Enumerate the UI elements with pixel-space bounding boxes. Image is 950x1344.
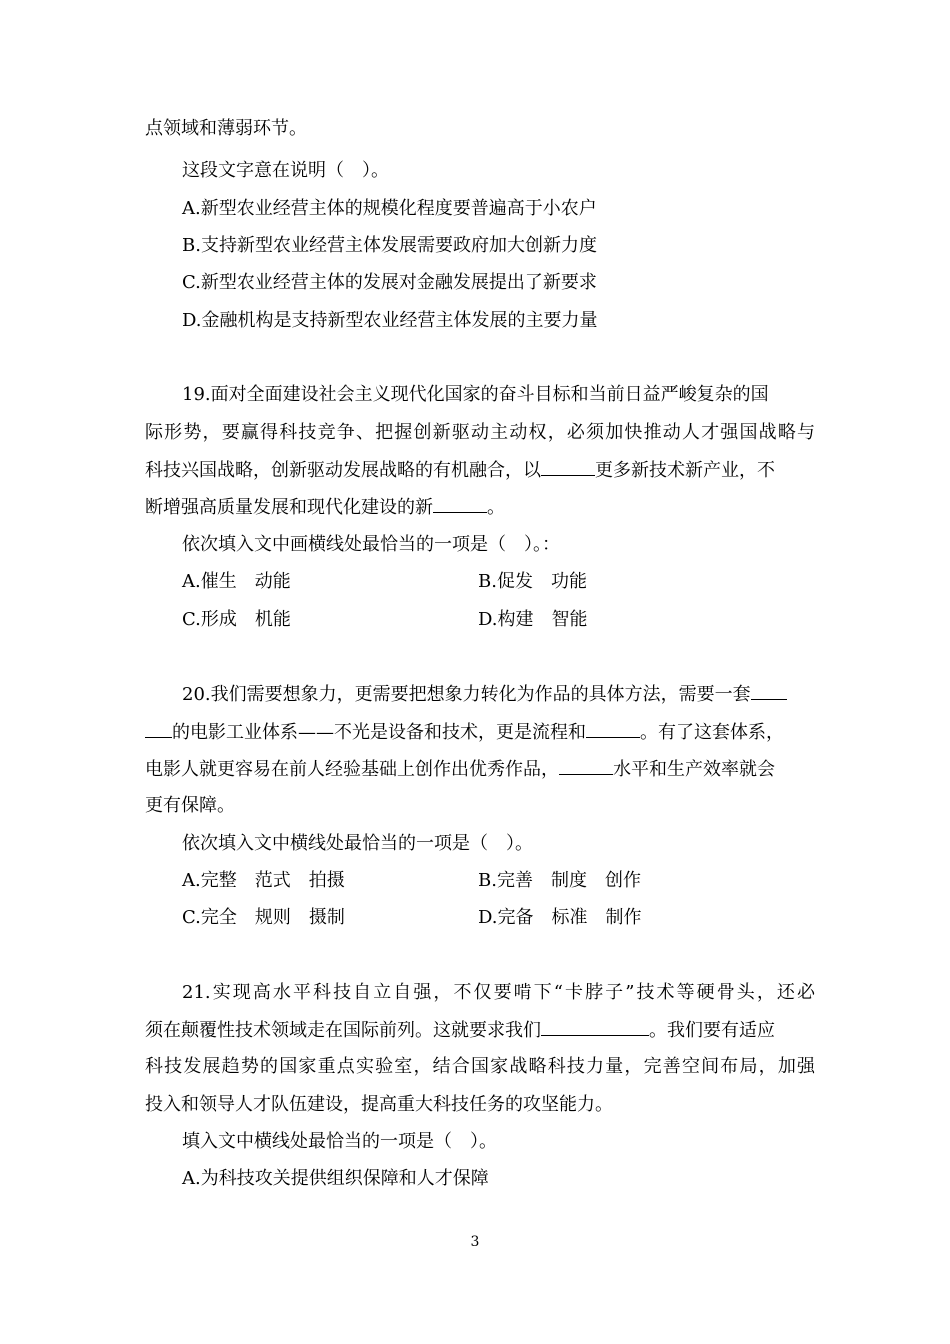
q20-option-c: C.完全 规则 摄制: [182, 907, 345, 928]
q18-option-b: B.支持新型农业经营主体发展需要政府加大创新力度: [182, 235, 597, 256]
q20-line-4: 更有保障。: [145, 795, 235, 816]
q19-line-3-start: 科技兴国战略，创新驱动发展战略的有机融合，以: [145, 460, 541, 481]
page-number: 3: [470, 1234, 480, 1250]
q19-option-b: B.促发 功能: [478, 571, 587, 592]
q21-stem: 填入文中横线处最恰当的一项是（ ）。: [182, 1131, 497, 1152]
q18-option-c: C.新型农业经营主体的发展对金融发展提出了新要求: [182, 272, 597, 293]
q19-option-c: C.形成 机能: [182, 609, 291, 630]
q19-option-a: A.催生 动能: [182, 571, 291, 592]
q19-blank-2: [433, 494, 487, 513]
q21-line-4: 投入和领导人才队伍建设，提高重大科技任务的攻坚能力。: [145, 1094, 613, 1115]
q21-line-2: [145, 1017, 815, 1043]
q20-line-1-text: 20.我们需要想象力，更需要把想象力转化为作品的具体方法，需要一套: [182, 684, 751, 705]
q20-stem: 依次填入文中横线处最恰当的一项是（ ）。: [182, 833, 533, 854]
q20-option-b: B.完善 制度 创作: [478, 870, 641, 891]
q20-blank-3: [559, 756, 613, 775]
q20-blank-2: [586, 719, 640, 738]
q21-option-a: A.为科技攻关提供组织保障和人才保障: [182, 1168, 489, 1189]
q21-line-1: 21.实现高水平科技自立自强，不仅要啃下“卡脖子”技术等硬骨头，还必: [182, 982, 815, 1003]
q21-line-2-start: 须在颠覆性技术领域走在国际前列。这就要求我们: [145, 1020, 541, 1041]
q20-blank-1a: [751, 681, 787, 700]
q18-option-d: D.金融机构是支持新型农业经营主体发展的主要力量: [182, 310, 598, 331]
q19-line-1: 19.面对全面建设社会主义现代化国家的奋斗目标和当前日益严峻复杂的国: [182, 384, 769, 405]
q20-line-1: [182, 681, 815, 707]
q20-line-3-start: 电影人就更容易在前人经验基础上创作出优秀作品，: [145, 759, 559, 780]
q18-stem: 这段文字意在说明（ ）。: [182, 160, 389, 181]
q20-line-2-start: 的电影工业体系——不光是设备和技术，更是流程和: [172, 722, 586, 743]
q19-line-4-start: 断增强高质量发展和现代化建设的新: [145, 497, 433, 518]
q19-line-3: [145, 457, 815, 483]
q19-line-2: 际形势，要赢得科技竞争、把握创新驱动主动权，必须加快推动人才强国战略与: [145, 422, 815, 443]
q19-blank-1: [541, 457, 595, 476]
q19-line-4: [145, 494, 815, 520]
q20-option-a: A.完整 范式 拍摄: [182, 870, 345, 891]
q19-line-3-end: 更多新技术新产业，不: [595, 460, 775, 481]
q20-line-3-end: 水平和生产效率就会: [613, 759, 775, 780]
q18-tail: 点领域和薄弱环节。: [145, 118, 307, 139]
q19-stem: 依次填入文中画横线处最恰当的一项是（ ）。：: [182, 534, 560, 555]
q20-line-2: [145, 719, 815, 745]
q21-blank-1: [541, 1017, 649, 1036]
q18-option-a: A.新型农业经营主体的规模化程度要普遍高于小农户: [182, 198, 597, 219]
q19-option-d: D.构建 智能: [478, 609, 588, 630]
q20-option-d: D.完备 标准 制作: [478, 907, 642, 928]
q20-line-3: [145, 756, 815, 782]
q19-line-4-end: 。: [487, 497, 505, 518]
q20-blank-1b: [145, 719, 172, 738]
q21-line-2-end: 。我们要有适应: [649, 1020, 775, 1041]
q21-line-3: 科技发展趋势的国家重点实验室，结合国家战略科技力量，完善空间布局，加强: [145, 1056, 815, 1077]
q20-line-2-end: 。有了这套体系，: [640, 722, 784, 743]
